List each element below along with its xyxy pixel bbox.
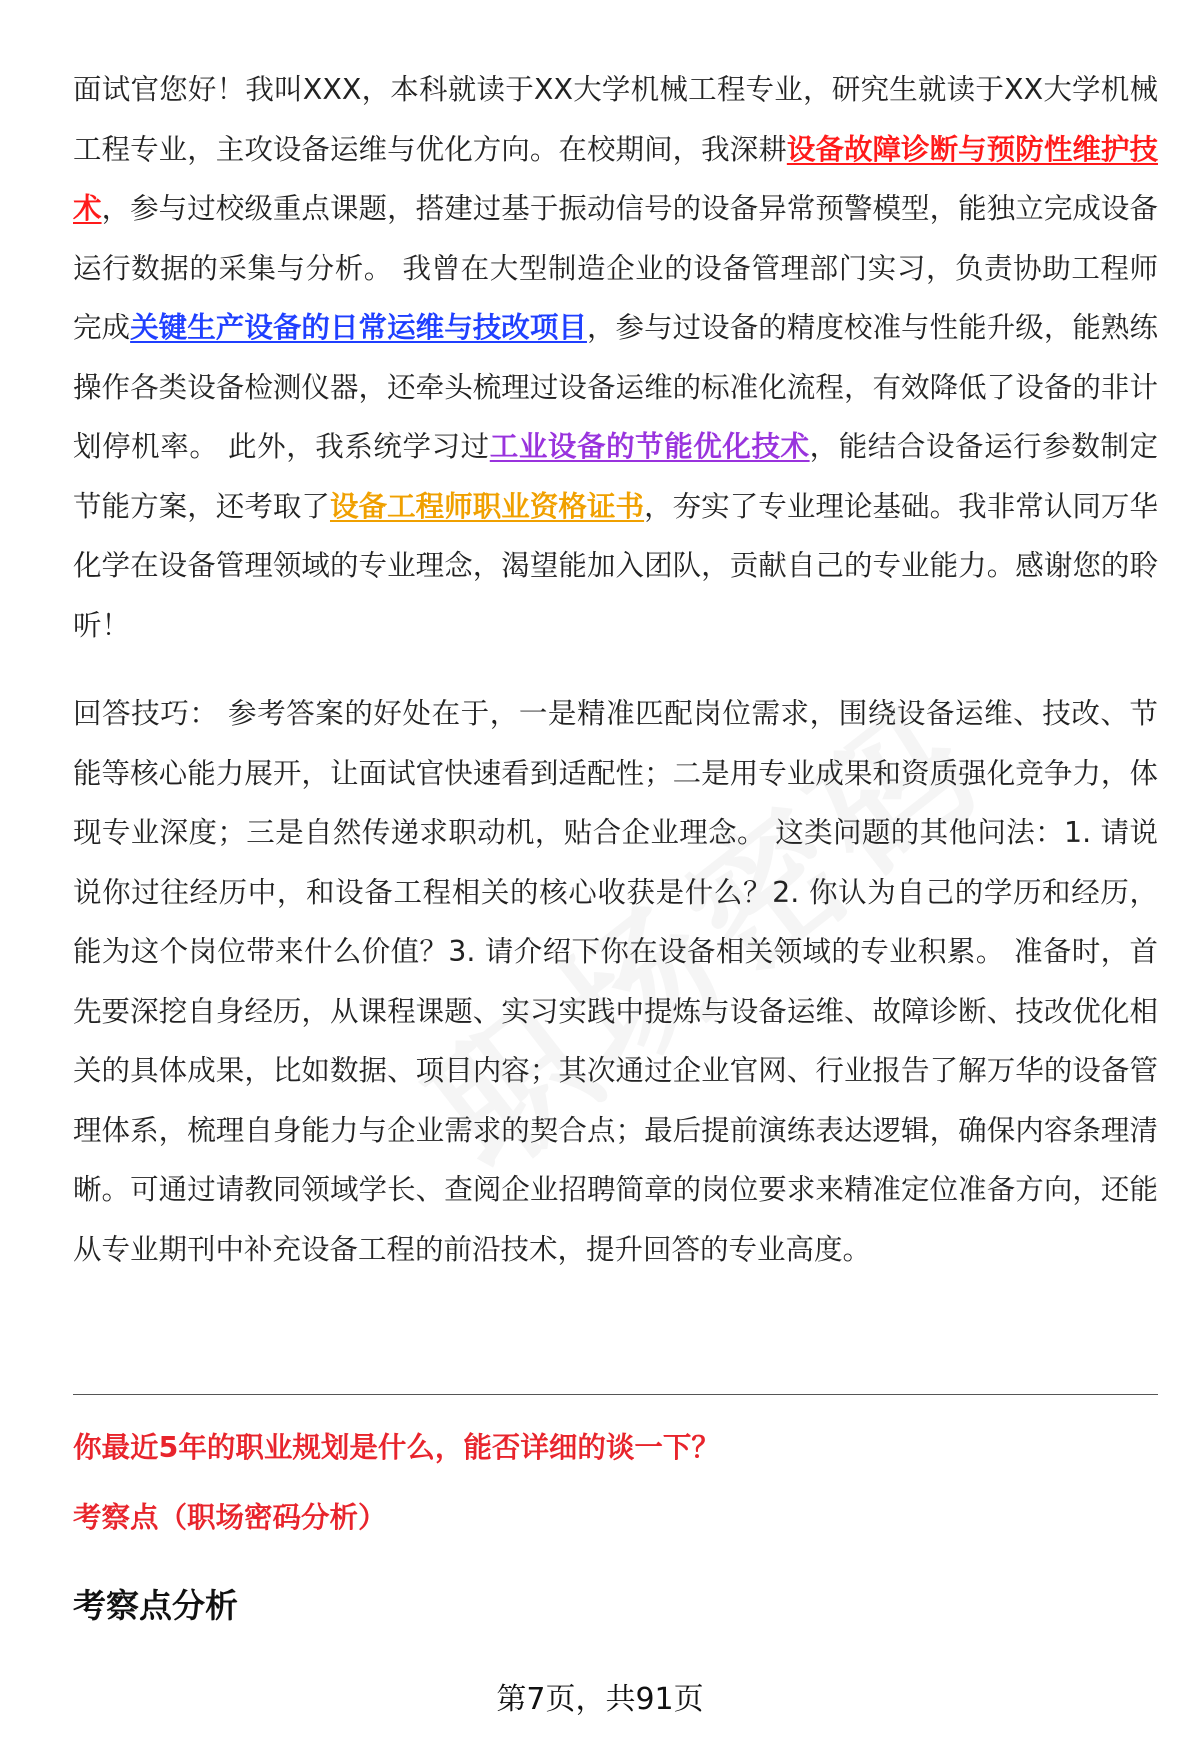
answer-text-1: 面试官您好！我叫XXX，本科就读于XX大学机械工程专业，研究生就读于XX大学机械工程专业，主攻设备运维与优化方向。在校期间，我深耕: [73, 73, 1158, 166]
question-heading: 你最近5年的职业规划是什么，能否详细的谈一下？: [73, 1431, 720, 1464]
answer-text-2: ，参与过校级重点课题，搭建过基于振动信号的设备异常预警模型，能独立完成设备运行数据的采集与分析。 我曾在大型制造企业的设备管理部门实习，负责协助工程师完成: [73, 192, 1158, 344]
answer-text-5: ，夯实了专业理论基础。我非常认同万华化学在设备管理领域的专业理念，渴望能加入团队，贡献自己的专业能力。感谢您的聆听！: [73, 489, 1158, 642]
exam-point-label: 考察点（职场密码分析）: [73, 1501, 387, 1534]
section-divider: [73, 1394, 1158, 1395]
answer-paragraph: [73, 60, 1158, 655]
highlight-energy-saving: 工业设备的节能优化技术: [489, 430, 810, 463]
page-number: 第7页，共91页: [496, 1682, 704, 1717]
highlight-fault-diagnosis: 设备故障诊断与预防性维护技术: [73, 132, 1158, 225]
answer-tips-paragraph: 回答技巧： 参考答案的好处在于，一是精准匹配岗位需求，围绕设备运维、技改、节能等核心能力展开，让面试官快速看到适配性；二是用专业成果和资质强化竞争力，体现专业深度；三是自然传递求职动机，贴合企业理念。 这类问题的其他问法：1. 请说说你过往经历中，和设备工程相关的核心收获是什么？2. 你认为自己的学历和经历，能为这个岗位带来什么价值？3. 请介绍下你在设备相关领域的专业积累。 准备时，首先要深挖自身经历，从课程课题、实习实践中提炼与设备运维、故障诊断、技改优化相关的具体成果，比如数据、项目内容；其次通过企业官网、行业报告了解万华的设备管理体系，梳理自身能力与企业需求的契合点；最后提前演练表达逻辑，确保内容条理清晰。可通过请教同领域学长、查阅企业招聘简章的岗位要求来精准定位准备方向，还能从专业期刊中补充设备工程的前沿技术，提升回答的专业高度。: [73, 697, 1158, 1266]
answer-text-3: ，参与过设备的精度校准与性能升级，能熟练操作各类设备检测仪器，还牵头梳理过设备运维的标准化流程，有效降低了设备的非计划停机率。 此外，我系统学习过: [73, 311, 1158, 463]
highlight-certificate: 设备工程师职业资格证书: [329, 489, 645, 523]
highlight-maintenance-project: 关键生产设备的日常运维与技改项目: [130, 311, 587, 344]
answer-text-4: ，能结合设备运行参数制定节能方案，还考取了: [73, 430, 1158, 523]
analysis-section-heading: 考察点分析: [73, 1586, 238, 1625]
